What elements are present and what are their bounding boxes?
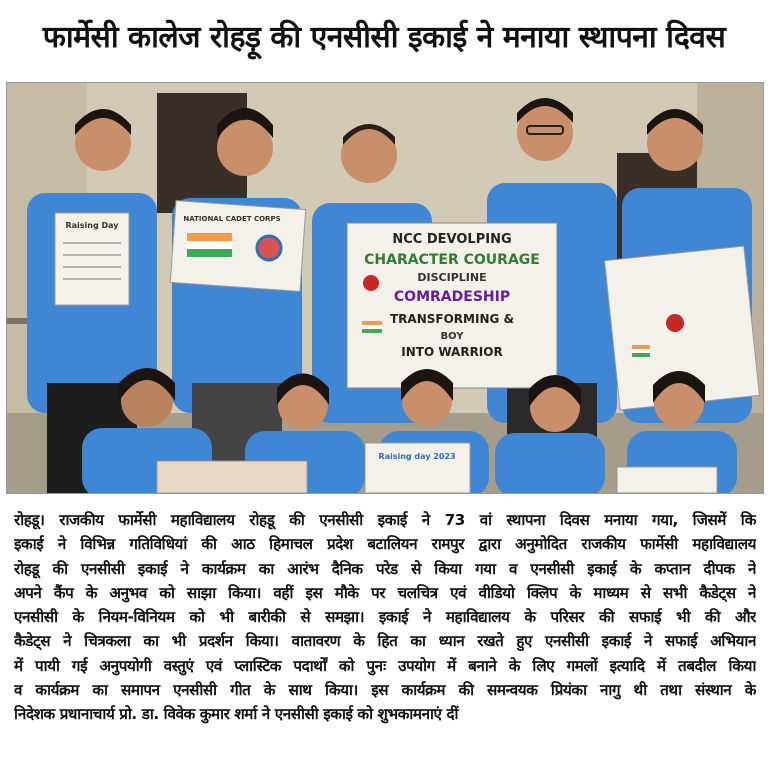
article-line: में पायी गई अनुपयोगी वस्तुएं एवं प्लास्टिक पदार्थों को पुनः उपयोग में बनाने के लिए गमलों इत्यादि में तबदील किया	[14, 656, 756, 675]
flag-icon	[362, 321, 382, 325]
poster-left	[55, 213, 129, 305]
article-line: रोहडू। राजकीय फार्मेसी महाविद्यालय रोहडू की एनसीसी इकाई ने 73 वां स्थापना दिवस मनाया गया, जिसमें कि	[14, 511, 756, 529]
article-line: निदेशक प्रधानाचार्य प्रो. डा. विवेक कुमार शर्मा ने एनसीसी इकाई को शुभकामनाएं दीं	[14, 705, 459, 724]
poster-bottom-caption: Raising day 2023	[378, 452, 456, 461]
article-body	[14, 508, 756, 727]
poster-bottom-left	[157, 461, 307, 493]
article-line: इकाई ने विभिन्न गतिविधियां की आठ हिमाचल प्रदेश बटालियन रामपुर द्वारा अनुमोदित राजकीय फार्मेसी महाविद्यालय	[14, 535, 756, 554]
poster-line1: NCC DEVOLPING	[392, 232, 512, 247]
article-line: रोहडू की एनसीसी इकाई ने कार्यक्रम का आरंभ दैनिक परेड से किया गया व एनसीसी इकाई के कप्तान दीपक ने	[14, 559, 756, 578]
poster-line3: DISCIPLINE	[417, 271, 487, 284]
poster-bottom-center	[365, 443, 470, 493]
poster-bottom-right	[617, 467, 717, 493]
poster-left-title: Raising Day	[65, 221, 119, 230]
poster-line6: BOY	[440, 331, 464, 342]
poster-line2: CHARACTER COURAGE	[364, 252, 540, 268]
ncc-emblem-icon	[363, 275, 379, 291]
article-line: अपने कैंप के अनुभव को साझा किया। वहीं इस मौके पर चलचित्र एवं वीडियो क्लिप के माध्यम से सभी कैडेट्स ने	[14, 583, 756, 602]
poster-main	[347, 223, 557, 388]
news-photo	[6, 82, 764, 494]
headline: फार्मेसी कालेज रोहड़ू की एनसीसी इकाई ने मनाया स्थापना दिवस	[42, 20, 726, 55]
poster-mid-left	[170, 201, 305, 292]
article-line: एनसीसी के नियम-विनियम को भी बारीकी से समझा। इकाई ने महाविद्यालय के परिसर की सफाई भी की और	[14, 608, 756, 627]
poster-line5: TRANSFORMING &	[390, 312, 514, 326]
poster-line7: INTO WARRIOR	[401, 345, 503, 359]
article-line: व कार्यक्रम का समापन एनसीसी गीत के साथ किया। इस कार्यक्रम की समन्वयक प्रियंका नागु थी तथा संस्थान के	[14, 681, 756, 700]
article-line: कैडेट्स ने चित्रकला का भी प्रदर्शन किया। वातावरण के हित का ध्यान रखते हुए एनसीसी इकाई ने सफाई अभियान	[14, 632, 756, 651]
poster-line4: COMRADESHIP	[393, 289, 511, 305]
poster-mid-title: NATIONAL CADET CORPS	[183, 215, 281, 223]
group-photo-illustration	[7, 83, 763, 493]
